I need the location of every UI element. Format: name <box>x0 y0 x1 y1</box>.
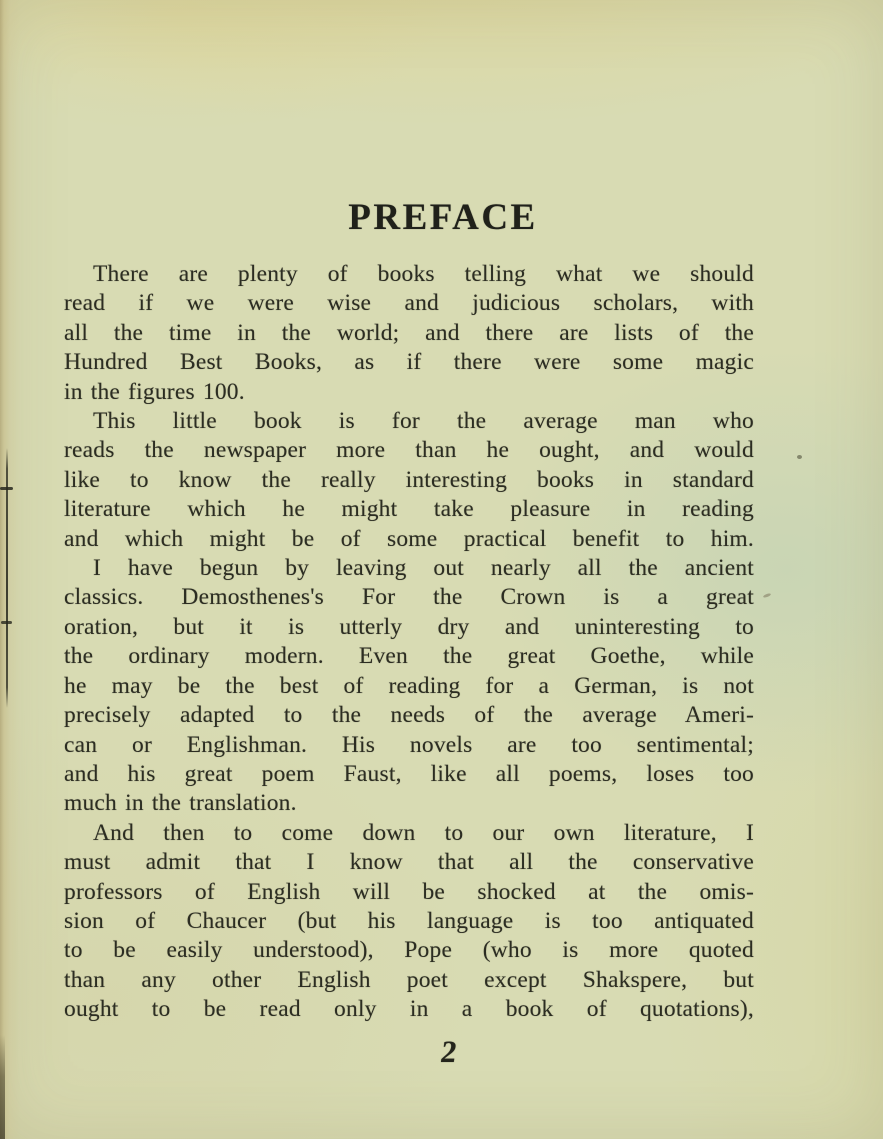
page-edge-strip <box>0 0 20 1139</box>
text-line: read if we were wise and judicious scholars, with <box>64 290 754 317</box>
page-content <box>64 196 754 1025</box>
paragraph-1 <box>64 260 754 407</box>
page-title: PREFACE <box>348 197 538 238</box>
text-line: to be easily understood), Pope (who is more quoted <box>64 937 754 964</box>
text-line: classics. Demosthenes's For the Crown is a great <box>64 584 754 611</box>
text-line: professors of English will be shocked at the omis- <box>64 878 754 905</box>
text-line: must admit that I know that all the conservative <box>64 849 754 876</box>
text-line: than any other English poet except Shakspere, but <box>64 966 754 993</box>
paragraph-4 <box>64 819 754 1025</box>
text-line: Hundred Best Books, as if there were some magic <box>64 349 754 376</box>
paragraph-3 <box>64 554 754 819</box>
text-line: all the time in the world; and there are lists of the <box>64 319 754 346</box>
text-line: ought to be read only in a book of quotations), <box>64 996 754 1023</box>
paragraph-2 <box>64 407 754 554</box>
text-line: sion of Chaucer (but his language is too antiquated <box>64 907 754 934</box>
text-line: reads the newspaper more than he ought, and would <box>64 437 754 464</box>
text-line: And then to come down to our own literature, I <box>93 819 754 846</box>
printer-signature-mark <box>64 1034 754 1070</box>
text-line: the ordinary modern. Even the great Goethe, while <box>64 643 754 670</box>
text-line: can or Englishman. His novels are too sentimental; <box>64 731 754 758</box>
gutter-ink-mark <box>0 487 13 490</box>
text-line: precisely adapted to the needs of the average Ameri- <box>64 702 754 729</box>
text-line: and which might be of some practical benefit to him. <box>64 525 754 552</box>
text-line: This little book is for the average man who <box>93 408 754 435</box>
text-line: oration, but it is utterly dry and uninteresting to <box>64 613 754 640</box>
text-line: he may be the best of reading for a German, is not <box>64 672 754 699</box>
paper-speck <box>797 455 802 459</box>
text-line: in the figures 100. <box>64 378 245 405</box>
page-edge-shadow <box>0 1035 5 1139</box>
paper-speck <box>763 593 772 599</box>
text-line: literature which he might take pleasure in reading <box>64 496 754 523</box>
text-line: and his great poem Faust, like all poems, loses too <box>64 760 754 787</box>
signature-glyph: 2 <box>438 1034 460 1069</box>
gutter-ink-mark <box>1 621 12 624</box>
text-line: There are plenty of books telling what we should <box>93 261 754 287</box>
text-line: like to know the really interesting books in standard <box>64 466 754 493</box>
text-line: I have begun by leaving out nearly all the ancient <box>93 555 754 582</box>
text-line: much in the translation. <box>64 790 297 817</box>
